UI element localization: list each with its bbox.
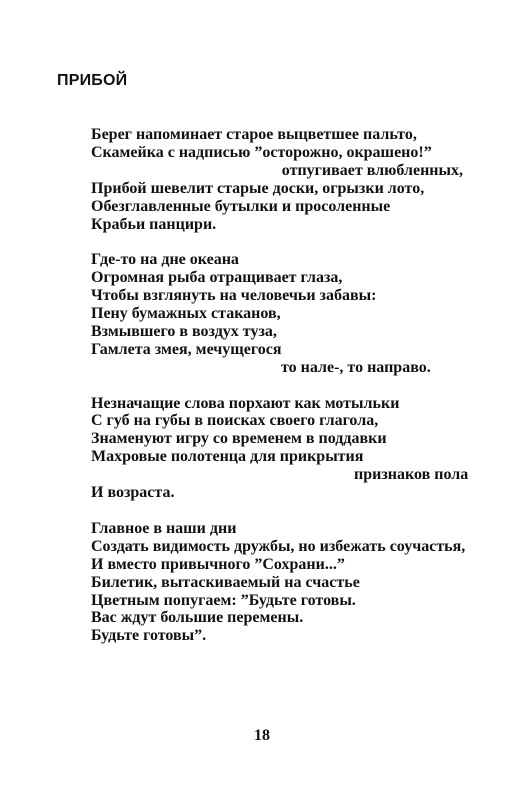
- stanza-4: [91, 520, 471, 645]
- poem-line: Незначащие слова порхают как мотыльки: [91, 394, 400, 412]
- poem-line: Крабьи панцири.: [91, 215, 217, 233]
- stanza-3: [91, 395, 471, 502]
- page-number: 18: [254, 727, 270, 744]
- poem-line: Главное в наши дни: [91, 519, 237, 537]
- poem-line: Цветным попугаем: ”Будьте готовы.: [91, 591, 356, 609]
- poem-line: Прибой шевелит старые доски, огрызки лото,: [91, 179, 425, 197]
- poem-line: Где-то на дне океана: [91, 251, 239, 269]
- poem-line: отпугивает влюбленных,: [281, 161, 463, 179]
- poem-title: ПРИБОЙ: [57, 72, 128, 89]
- stanza-2: [91, 251, 471, 376]
- poem-line: Знаменуют игру со временем в поддавки: [91, 430, 387, 448]
- poem-line: Махровые полотенца для прикрытия: [91, 448, 364, 466]
- poem-line: признаков пола: [354, 466, 469, 484]
- poem-line: Берег напоминает старое выцветшее пальто,: [91, 126, 417, 143]
- poem-line: Билетик, вытаскиваемый на счастье: [91, 573, 360, 591]
- poem-line: Создать видимость дружбы, но избежать соучастья,: [91, 537, 466, 555]
- poem-line: И возраста.: [91, 484, 175, 502]
- poem-line: Скамейка с надписью ”осторожно, окрашено!”: [91, 143, 432, 161]
- poem-line: Обезглавленные бутылки и просоленные: [91, 197, 391, 215]
- poem-line: Огромная рыба отращивает глаза,: [91, 269, 343, 287]
- poem-line: Чтобы взглянуть на человечьи забавы:: [91, 287, 377, 305]
- stanza-1: [91, 126, 471, 233]
- poem-line: Вас ждут большие перемены.: [91, 609, 304, 627]
- poem-line: С губ на губы в поисках своего глагола,: [91, 412, 379, 430]
- poem-line: Пену бумажных стаканов,: [91, 305, 281, 323]
- poem-line: Гамлета змея, мечущегося: [91, 340, 282, 358]
- poem-line: Взмывшего в воздух туза,: [91, 322, 277, 340]
- poem-line: И вместо привычного ”Сохрани...”: [91, 555, 345, 573]
- poem-body: [91, 126, 471, 663]
- poem-line: Будьте готовы”.: [91, 627, 207, 645]
- poem-line: то нале-, то направо.: [281, 358, 431, 376]
